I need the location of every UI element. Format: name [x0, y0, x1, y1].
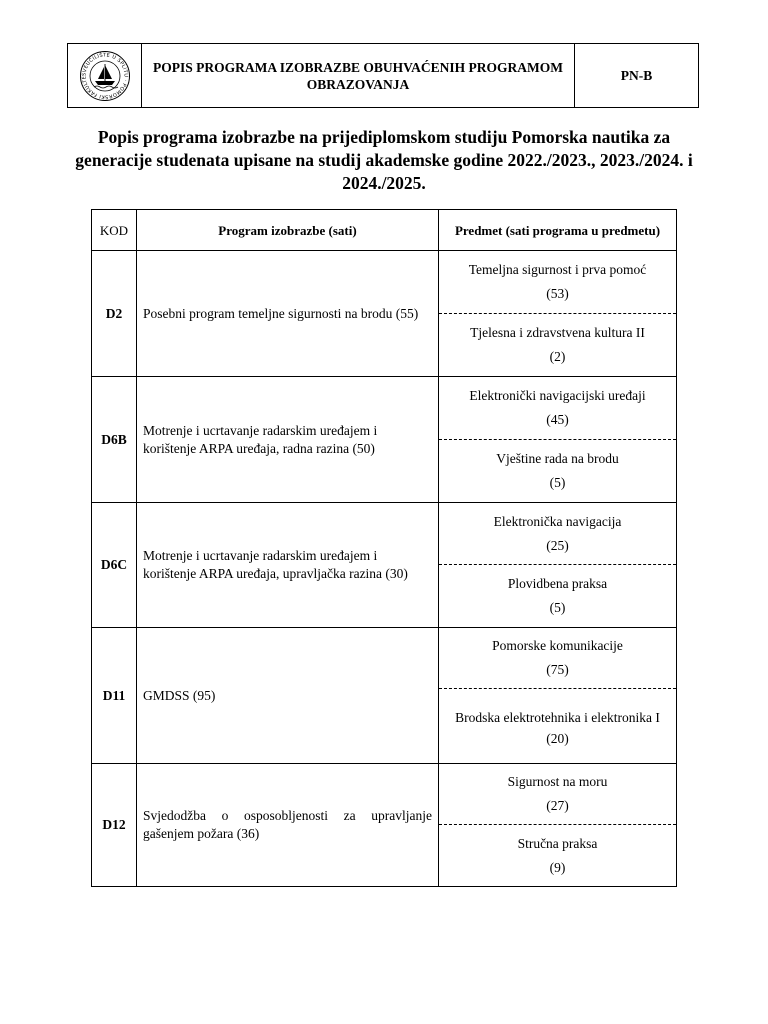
subject-hours: (5)	[549, 475, 566, 490]
subject-hours: (75)	[546, 662, 569, 677]
program-code: D11	[92, 628, 137, 764]
subject-name: Pomorske komunikacije	[492, 638, 623, 653]
subject-name: Stručna praksa	[517, 835, 598, 851]
column-header-subject: Predmet (sati programa u predmetu)	[439, 210, 677, 251]
column-header-kod: KOD	[92, 210, 137, 251]
subject-cell	[439, 764, 677, 825]
subject-cell	[439, 565, 677, 628]
subject-hours: (20)	[546, 730, 569, 746]
table-row	[92, 764, 677, 825]
subject-cell	[439, 628, 677, 689]
logo-cell	[68, 44, 142, 108]
program-code: D6C	[92, 503, 137, 628]
programs-table	[91, 209, 677, 887]
program-name: Motrenje i ucrtavanje radarskim uređajem i korištenje ARPA uređaja, upravljačka razina (30)	[137, 503, 439, 628]
document-header	[67, 43, 699, 108]
table-row	[92, 251, 677, 314]
table-header-row	[92, 210, 677, 251]
subject-name: Elektronička navigacija	[493, 513, 622, 529]
subject-name: Temeljna sigurnost i prva pomoć	[468, 262, 647, 277]
subject-cell	[439, 251, 677, 314]
subject-cell	[439, 689, 677, 764]
subject-cell	[439, 440, 677, 503]
table-row	[92, 503, 677, 565]
subject-hours: (5)	[549, 600, 566, 615]
subject-name: Brodska elektrotehnika i elektronika I	[455, 709, 660, 725]
table-row	[92, 628, 677, 689]
subject-cell	[439, 377, 677, 440]
program-code: D2	[92, 251, 137, 377]
subject-name: Sigurnost na moru	[507, 774, 608, 789]
svg-text:SVEUČILIŠTE U SPLITU · POMORSK: SVEUČILIŠTE U SPLITU · POMORSKI FAKULTE	[80, 51, 129, 100]
document-title: Popis programa izobrazbe na prijediplomskom studiju Pomorska nautika za generacije studenata upisane na studij akademske godine 2022./2023., 2023./2024. i 2024./2025.	[75, 127, 693, 193]
subject-cell	[439, 503, 677, 565]
program-name: Posebni program temeljne sigurnosti na brodu (55)	[137, 251, 439, 377]
subject-hours: (27)	[546, 798, 569, 813]
subject-hours: (25)	[546, 537, 569, 553]
subject-hours: (45)	[546, 412, 569, 427]
subject-name: Vještine rada na brodu	[496, 451, 619, 466]
document-code: PN-B	[575, 44, 699, 108]
program-code: D12	[92, 764, 137, 887]
subject-name: Tjelesna i zdravstvena kultura II	[470, 325, 645, 340]
subject-cell	[439, 314, 677, 377]
program-name: Svjedodžba o osposobljenosti za upravljanje gašenjem požara (36)	[137, 764, 439, 887]
program-code: D6B	[92, 377, 137, 503]
subject-hours: (53)	[546, 286, 569, 301]
subject-name: Elektronički navigacijski uređaji	[469, 388, 646, 403]
subject-hours: (2)	[549, 349, 566, 364]
column-header-program: Program izobrazbe (sati)	[137, 210, 439, 251]
faculty-seal-logo-icon	[79, 50, 131, 102]
subject-cell	[439, 825, 677, 887]
subject-hours: (9)	[549, 859, 566, 875]
program-name: Motrenje i ucrtavanje radarskim uređajem i korištenje ARPA uređaja, radna razina (50)	[137, 377, 439, 503]
table-row	[92, 377, 677, 440]
subject-name: Plovidbena praksa	[507, 576, 608, 591]
header-title: POPIS PROGRAMA IZOBRAZBE OBUHVAĆENIH PROGRAMOM OBRAZOVANJA	[142, 44, 575, 108]
program-name: GMDSS (95)	[137, 628, 439, 764]
